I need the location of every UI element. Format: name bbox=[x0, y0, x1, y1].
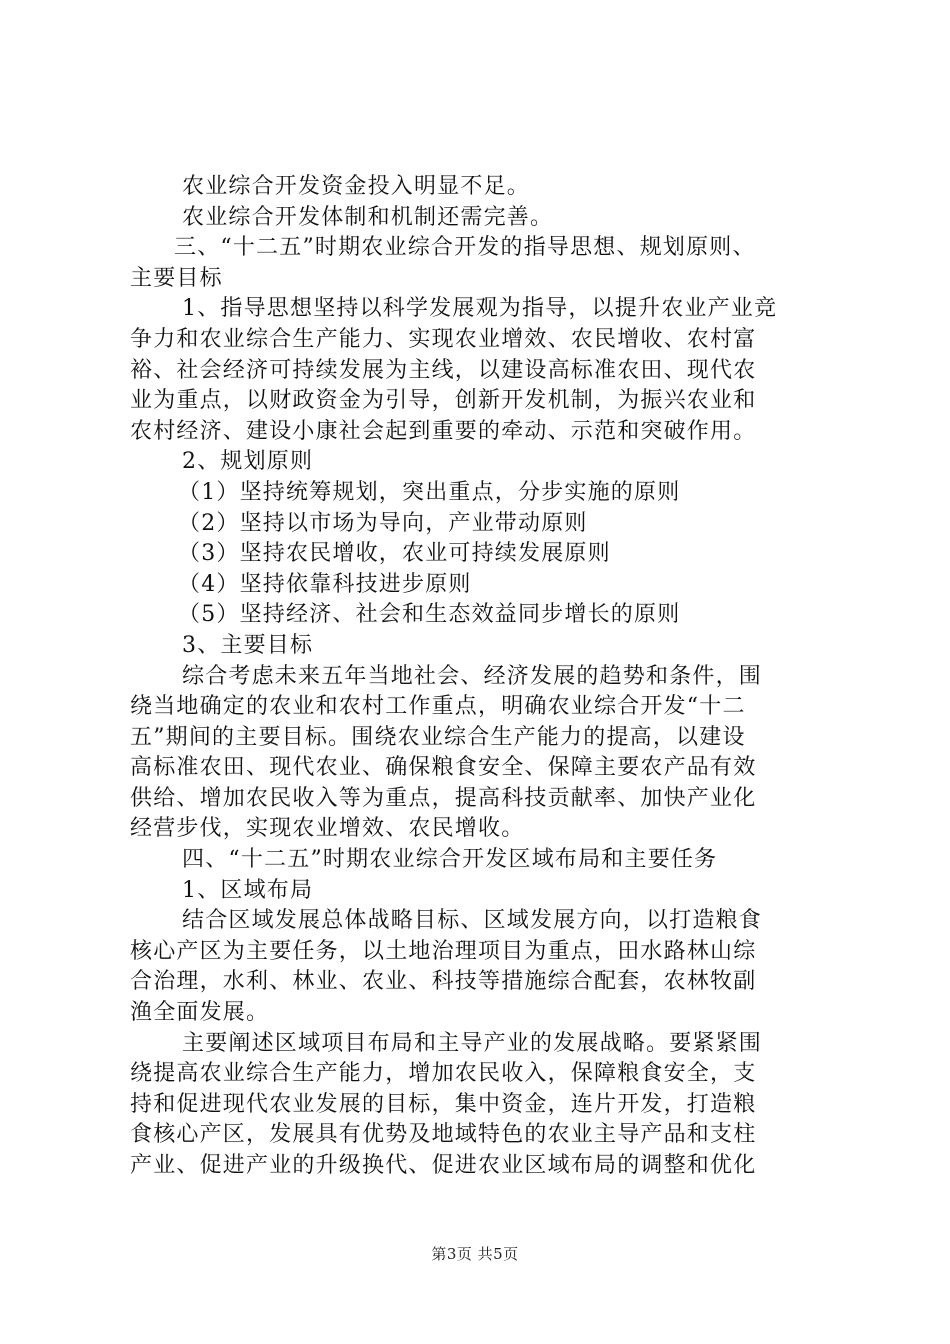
text-line: 核心产区为主要任务，以土地治理项目为重点，田水路林山综 bbox=[130, 938, 757, 964]
text-line: 渔全面发展。 bbox=[130, 1000, 270, 1026]
text-line: 综合考虑未来五年当地社会、经济发展的趋势和条件，围 bbox=[182, 663, 763, 689]
text-line: 裕、社会经济可持续发展为主线，以建设高标准农田、现代农 bbox=[130, 357, 757, 383]
text-line: 经营步伐，实现农业增效、农民增收。 bbox=[130, 816, 525, 842]
text-line: 四、“十二五”时期农业综合开发区域布局和主要任务 bbox=[182, 847, 718, 873]
text-line: 供给、增加农民收入等为重点，提高科技贡献率、加快产业化 bbox=[130, 785, 757, 811]
text-line: 2、规划原则 bbox=[182, 449, 314, 475]
text-line: 1、指导思想坚持以科学发展观为指导，以提升农业产业竞 bbox=[182, 296, 778, 322]
text-line: 三、“十二五”时期农业综合开发的指导思想、规划原则、 bbox=[174, 235, 756, 261]
text-line: （3）坚持农民增收，农业可持续发展原则 bbox=[178, 541, 611, 567]
text-line: 主要目标 bbox=[130, 265, 223, 291]
text-line: 争力和农业综合生产能力、实现农业增效、农民增收、农村富 bbox=[130, 326, 757, 352]
text-line: 3、主要目标 bbox=[182, 632, 314, 658]
page-footer: 第3页 共5页 bbox=[431, 1245, 519, 1263]
text-line: 业为重点，以财政资金为引导，创新开发机制，为振兴农业和 bbox=[130, 388, 757, 414]
text-line: （1）坚持统筹规划，突出重点，分步实施的原则 bbox=[178, 479, 681, 505]
text-line: 主要阐述区域项目布局和主导产业的发展战略。要紧紧围 bbox=[182, 1030, 763, 1056]
text-line: 高标准农田、现代农业、确保粮食安全、保障主要农产品有效 bbox=[130, 755, 757, 781]
text-line: 绕提高农业综合生产能力，增加农民收入，保障粮食安全，支 bbox=[130, 1061, 757, 1087]
text-line: 农村经济、建设小康社会起到重要的牵动、示范和突破作用。 bbox=[130, 418, 757, 444]
text-line: 农业综合开发资金投入明显不足。 bbox=[182, 174, 531, 199]
text-line: 合治理，水利、林业、农业、科技等措施综合配套，农林牧副 bbox=[130, 969, 757, 995]
text-line: 持和促进现代农业发展的目标，集中资金，连片开发，打造粮 bbox=[130, 1091, 757, 1117]
text-line: 农业综合开发体制和机制还需完善。 bbox=[182, 204, 554, 230]
text-line: （2）坚持以市场为导向，产业带动原则 bbox=[178, 510, 588, 536]
text-line: 产业、促进产业的升级换代、促进农业区域布局的调整和优化 bbox=[130, 1153, 757, 1178]
text-line: （5）坚持经济、社会和生态效益同步增长的原则 bbox=[178, 602, 681, 628]
text-line: 绕当地确定的农业和农村工作重点，明确农业综合开发“十二 bbox=[130, 694, 746, 720]
text-line: 食核心产区，发展具有优势及地域特色的农业主导产品和支柱 bbox=[130, 1122, 757, 1148]
text-line: 五”期间的主要目标。围绕农业综合生产能力的提高，以建设 bbox=[130, 724, 746, 750]
text-line: （4）坚持依靠科技进步原则 bbox=[178, 571, 472, 597]
text-line: 结合区域发展总体战略目标、区域发展方向，以打造粮食 bbox=[182, 908, 763, 934]
document-body bbox=[130, 172, 830, 1182]
text-line: 1、区域布局 bbox=[182, 877, 314, 903]
